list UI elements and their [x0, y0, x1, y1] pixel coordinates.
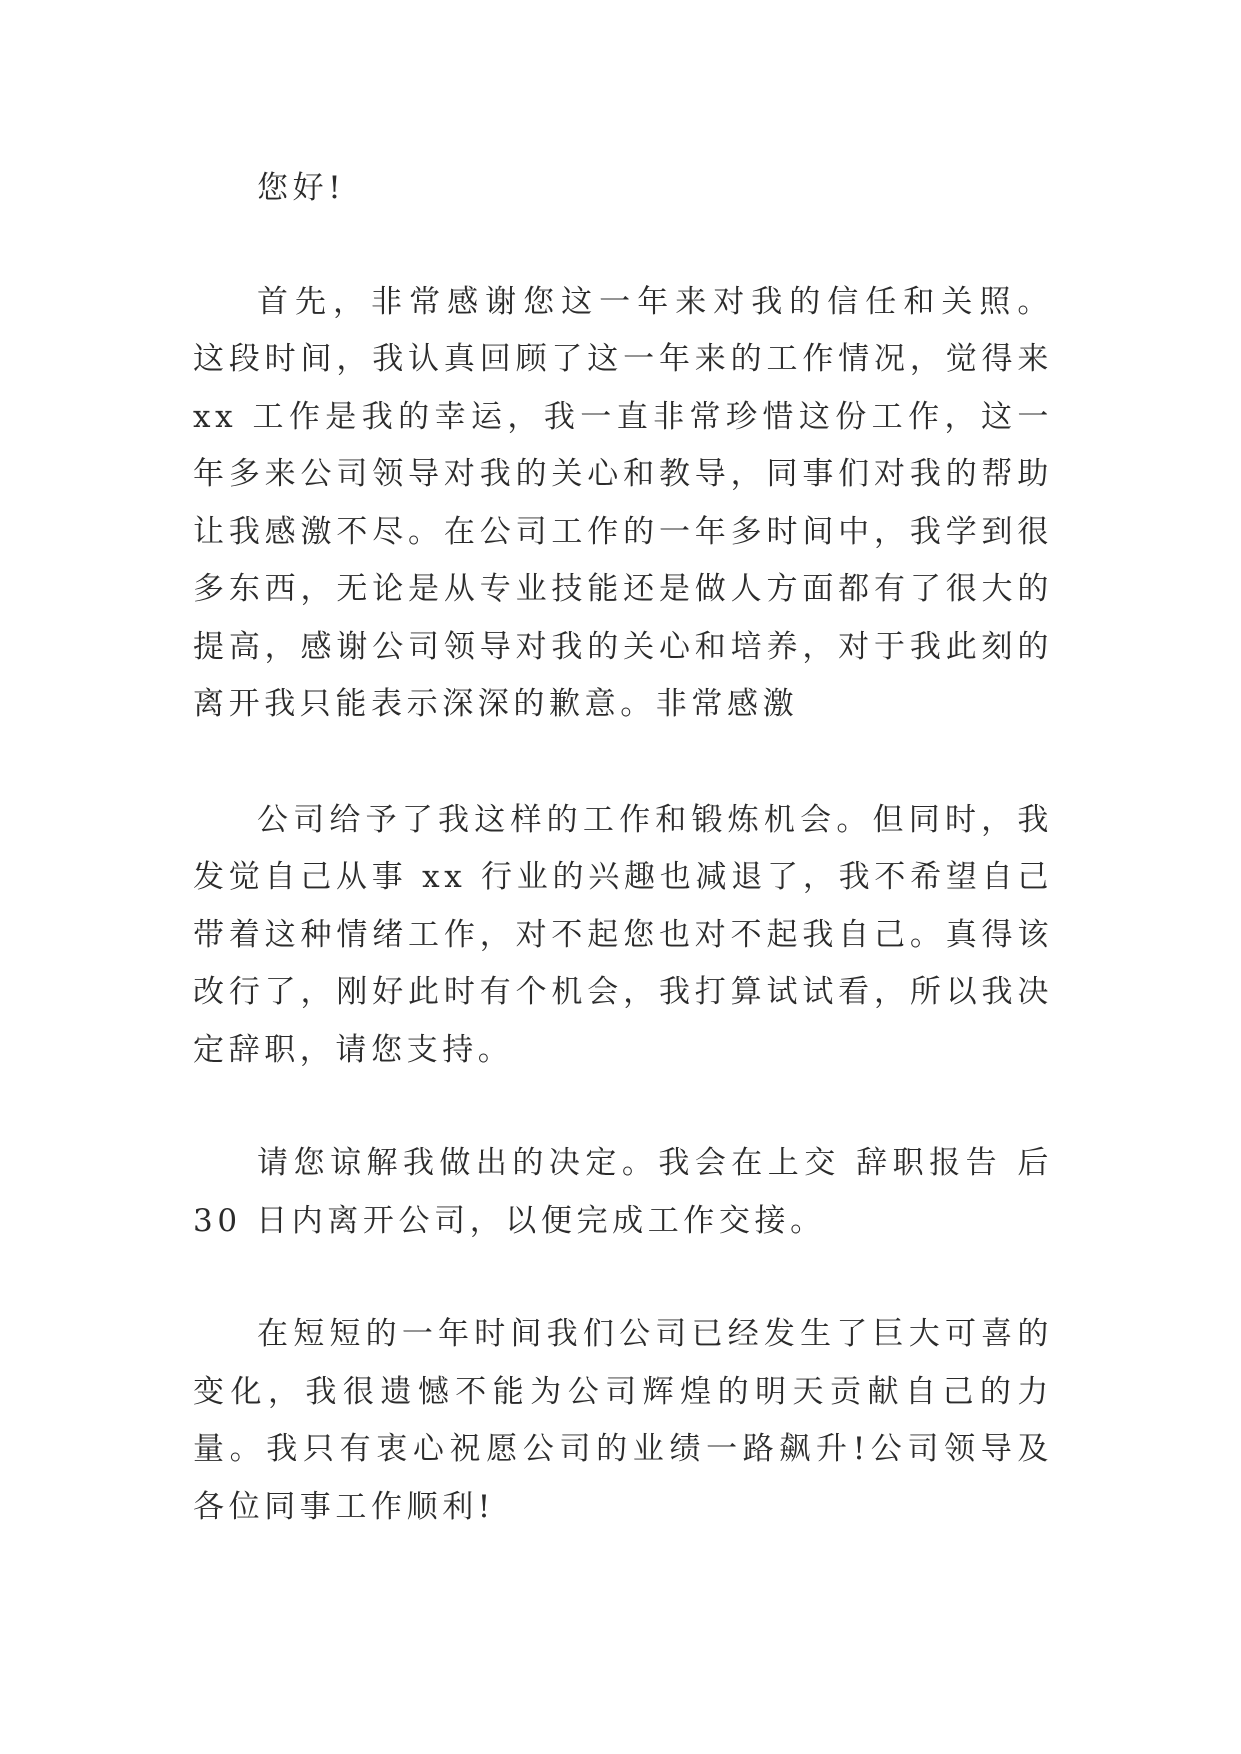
paragraph-thanks: 首先，非常感谢您这一年来对我的信任和关照。 这段时间，我认真回顾了这一年来的工作情况，觉得来 xx 工作是我的幸运，我一直非常珍惜这份工作，这一年多来公司领导对我的关心和教导，同事们对我的帮助让我感激不尽。在公司工作的一年多时间中，我学到很多东西，无论是从专业技能还是做人方面都有了很大的提高，感谢公司领导对我的关心和培养，对于我此刻的离开我只能表示深深的歉意。非常感激 [193, 283, 1053, 722]
paragraph-notice: 请您谅解我做出的决定。我会在上交 辞职报告 后 30 日内离开公司，以便完成工作交接。 [193, 1145, 1053, 1239]
letter-body [193, 160, 1053, 1536]
paragraph-wishes: 在短短的一年时间我们公司已经发生了巨大可喜的变化，我很遗憾不能为公司辉煌的明天贡献自己的力量。我只有衷心祝愿公司的业绩一路飙升!公司领导及各位同事工作顺利! [193, 1316, 1053, 1525]
paragraph-reason: 公司给予了我这样的工作和锻炼机会。但同时，我发觉自己从事 xx 行业的兴趣也减退了，我不希望自己带着这种情绪工作，对不起您也对不起我自己。真得该改行了，刚好此时有个机会，我打算试试看，所以我决定辞职，请您支持。 [193, 801, 1053, 1068]
greeting: 您好! [257, 170, 346, 206]
